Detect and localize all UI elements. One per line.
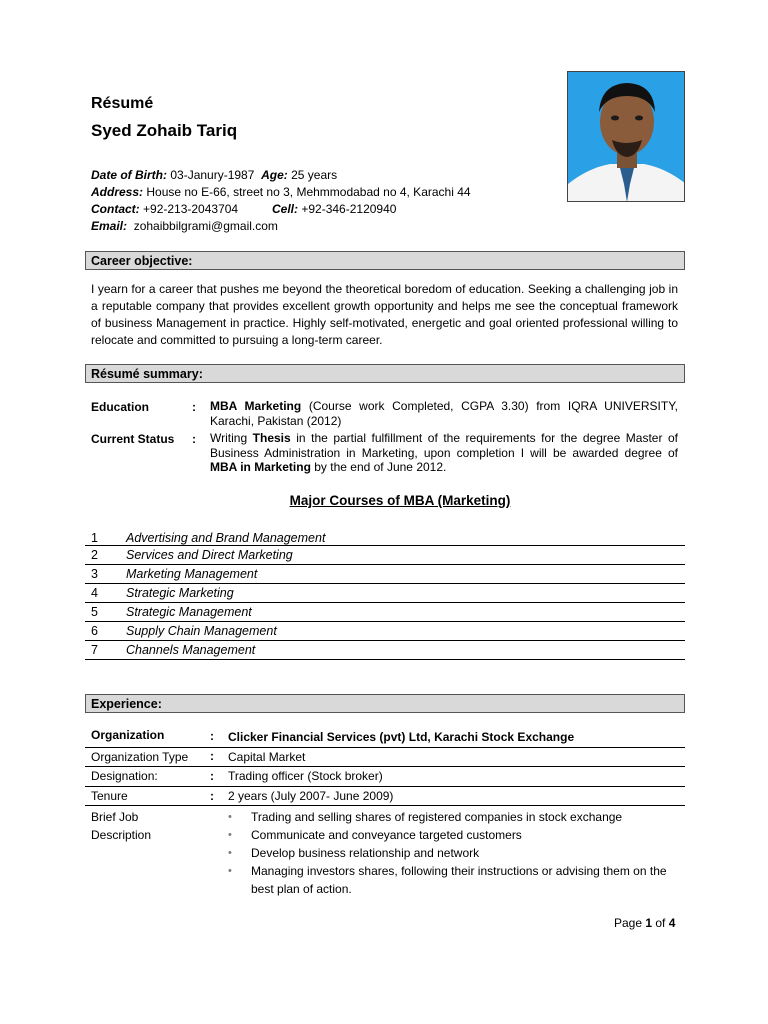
education-detail: (Course work Completed, CGPA 3.30) from IQRA UNIVERSITY, Karachi, Pakistan (2012) xyxy=(210,399,678,428)
course-row xyxy=(85,565,685,584)
education-label: Education xyxy=(91,400,150,414)
organization-value: Clicker Financial Services (pvt) Ltd, Karachi Stock Exchange xyxy=(228,730,575,744)
page-total: 4 xyxy=(668,916,676,930)
course-number: 5 xyxy=(91,605,98,619)
course-name: Strategic Marketing xyxy=(126,586,234,600)
education-degree: MBA Marketing xyxy=(210,399,302,413)
current-status-label: Current Status xyxy=(91,432,175,446)
experience-row-type xyxy=(85,748,685,767)
status-mid: in the partial fulfillment of the requirements for the degree Master of Business Administration in Marketing, upon completion I will be awarded degree of xyxy=(210,431,679,460)
tenure-colon: : xyxy=(210,789,214,803)
course-number: 3 xyxy=(91,567,98,581)
course-name: Services and Direct Marketing xyxy=(126,548,293,562)
courses-title: Major Courses of MBA (Marketing) xyxy=(289,493,511,508)
experience-row-designation xyxy=(85,767,685,787)
age-value: 25 years xyxy=(291,168,338,182)
course-name: Supply Chain Management xyxy=(126,624,277,638)
contact-label: Contact: xyxy=(91,202,140,216)
designation-value: Trading officer (Stock broker) xyxy=(228,769,383,783)
job-duty-item: • Managing investors shares, following their instructions or advising them on the best plan of action. xyxy=(228,862,680,898)
resume-summary-heading: Résumé summary: xyxy=(85,364,685,383)
age-label: Age: xyxy=(261,168,288,182)
job-duties-list xyxy=(228,808,680,898)
tenure-value: 2 years (July 2007- June 2009) xyxy=(228,789,394,803)
course-name: Channels Management xyxy=(126,643,256,657)
brief-label-line1: Brief Job xyxy=(91,810,139,824)
contact-value: +92-213-2043704 xyxy=(143,202,239,216)
brief-label-line2: Description xyxy=(91,828,152,842)
org-type-label: Organization Type xyxy=(91,750,189,764)
portrait-image xyxy=(568,72,685,202)
profile-photo xyxy=(567,71,685,202)
contact-line xyxy=(91,202,238,216)
education-text xyxy=(210,399,678,428)
organization-label: Organization xyxy=(91,728,165,742)
education-colon: : xyxy=(192,400,196,414)
experience-row-organization xyxy=(85,726,685,748)
address-line xyxy=(91,185,471,199)
email-value: zohaibbilgrami@gmail.com xyxy=(133,219,278,233)
page-current: 1 xyxy=(645,916,653,930)
brief-job-description-label xyxy=(91,808,151,844)
email-line xyxy=(91,219,278,233)
course-row xyxy=(85,584,685,603)
career-objective-heading: Career objective: xyxy=(85,251,685,270)
course-number: 4 xyxy=(91,586,98,600)
job-duty-item: • Develop business relationship and network xyxy=(228,844,680,862)
designation-colon: : xyxy=(210,769,214,783)
career-objective-text: I yearn for a career that pushes me beyond the theoretical boredom of education. Seeking a challenging job in a reputable company that provides excellent growth opportunity and helps me see the conceptual framework of business Management in practice. Highly self-motivated, energetic and goal oriented professional willing to relocate and committed to pursuing a long-term career. xyxy=(91,282,678,347)
course-name: Advertising and Brand Management xyxy=(126,531,326,545)
experience-row-tenure xyxy=(85,787,685,806)
page-of: of xyxy=(652,916,669,930)
course-row xyxy=(85,546,685,565)
org-type-colon: : xyxy=(210,749,214,763)
document-title: Résumé xyxy=(91,95,154,112)
course-row xyxy=(85,641,685,660)
job-duty-item: • Communicate and conveyance targeted customers xyxy=(228,826,680,844)
experience-heading: Experience: xyxy=(85,694,685,713)
course-row xyxy=(85,622,685,641)
current-status-colon: : xyxy=(192,432,196,446)
dob-value: 03-Janury-1987 xyxy=(170,168,255,182)
job-duty-item: • Trading and selling shares of registered companies in stock exchange xyxy=(228,808,680,826)
dob-line xyxy=(91,168,337,182)
course-number: 1 xyxy=(91,531,98,545)
org-type-value: Capital Market xyxy=(228,750,306,764)
dob-label: Date of Birth: xyxy=(91,168,167,182)
organization-colon: : xyxy=(210,729,214,743)
course-number: 6 xyxy=(91,624,98,638)
current-status-text xyxy=(210,431,678,475)
course-name: Marketing Management xyxy=(126,567,258,581)
course-row xyxy=(85,529,685,546)
status-post: by the end of June 2012. xyxy=(310,460,447,474)
page-word: Page xyxy=(614,916,646,930)
candidate-name: Syed Zohaib Tariq xyxy=(91,121,238,140)
page-number xyxy=(614,916,675,930)
status-pre: Writing xyxy=(210,431,253,445)
address-label: Address: xyxy=(91,185,144,199)
email-label: Email: xyxy=(91,219,128,233)
tenure-label: Tenure xyxy=(91,789,128,803)
cell-value: +92-346-2120940 xyxy=(301,202,397,216)
course-number: 2 xyxy=(91,548,98,562)
status-degree: MBA in Marketing xyxy=(210,460,311,474)
status-thesis: Thesis xyxy=(252,431,291,445)
course-row xyxy=(85,603,685,622)
course-name: Strategic Management xyxy=(126,605,252,619)
address-value: House no E-66, street no 3, Mehmmodabad no 4, Karachi 44 xyxy=(146,185,471,199)
course-number: 7 xyxy=(91,643,98,657)
cell-line xyxy=(272,202,396,216)
designation-label: Designation: xyxy=(91,769,158,783)
cell-label: Cell: xyxy=(272,202,299,216)
